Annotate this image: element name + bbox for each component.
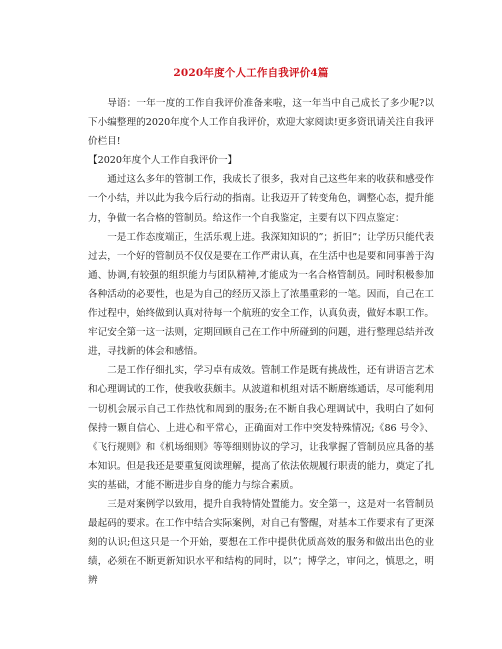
document-body <box>88 94 434 590</box>
body-paragraph-2: 一是工作态度端正，生活乐观上进。我深知知识的”；折旧”；让学历只能代表过去，一个好的管制员不仅仅是要在工作严肃认真，在生活中也是要和同事善于沟通、协调,有较强的组织能力与团队精神,才能成为一名合格管制员。同时积极参加各种活动的必要性，也是为自己的经历又添上了浓墨重彩的一笔。因而，自己在工作过程中，始终做到认真对待每一个航班的安全工作，认真负责，做好本职工作。牢记安全第一这一法则，定期回顾自己在工作中所碰到的问题，进行整理总结并改进，寻找新的体会和感悟。 <box>88 231 434 358</box>
document-title: 2020年度个人工作自我评价4篇 <box>173 67 329 79</box>
body-paragraph-3: 二是工作仔细扎实，学习卓有成效。管制工作是既有挑战性，还有讲语言艺术和心理调试的工作，使我收获颇丰。从波道和机组对话不断磨练通话，尽可能利用一切机会展示自己工作热忱和周到的服务;在不断自我心理调试中，我明白了如何保持一颗自信心、上进心和平常心，正确面对工作中突发特殊情况;《86 号令》、《飞行规则》和《机场细则》等等细则协议的学习，让我掌握了管制员应具备的基本知识。但是我还是要重复阅读理解，提高了依法依规履行职责的能力，奠定了扎实的基础，才能不断进步自身的能力与综合素质。 <box>88 365 434 491</box>
body-paragraph-1: 通过这么多年的管制工作，我成长了很多，我对自己这些年来的收获和感受作一个小结，并以此为我今后行动的指南。让我迈开了转变角色，调整心态，提升能力，争做一名合格的管制员。给这作一个自我鉴定，主要有以下四点鉴定： <box>88 174 434 224</box>
section-heading: 【2020年度个人工作自我评价一】 <box>88 155 238 167</box>
intro-paragraph: 导语：一年一度的工作自我评价准备来啦，这一年当中自己成长了多少呢?以下小编整理的2020年度个人工作自我评价，欢迎大家阅读!更多资讯请关注自我评价栏目! <box>88 98 434 148</box>
body-paragraph-4: 三是对案例学以致用，提升自我特情处置能力。安全第一，这是对一名管制员最起码的要求。在工作中结合实际案例，对自己有警醒，对基本工作要求有了更深刻的认识;但这只是一个开始，要想在工作中提供优质高效的服务和做出出色的业绩，必须在不断更新知识水平和结构的同时，以”；博学之，审问之，慎思之，明辨 <box>88 498 434 587</box>
